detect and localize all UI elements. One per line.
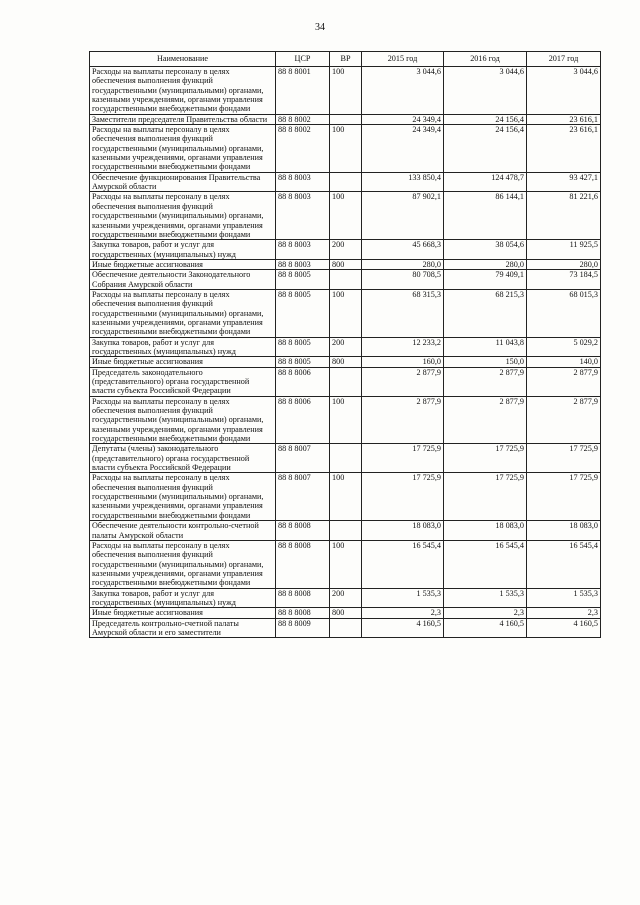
row-value-2017: 17 725,9 — [527, 473, 601, 521]
row-vr — [330, 444, 362, 473]
row-name: Расходы на выплаты персоналу в целях обеспечения выполнения функций государственными (муниципальными) органами, казенными учреждениями, органами управления государственными внебюджетными фондами — [90, 540, 276, 588]
row-name: Расходы на выплаты персоналу в целях обеспечения выполнения функций государственными (муниципальными) органами, казенными учреждениями, органами управления государственными внебюджетными фондами — [90, 192, 276, 240]
row-code: 88 8 8005 — [276, 337, 330, 357]
row-value-2015: 80 708,5 — [362, 270, 444, 290]
row-value-2015: 87 902,1 — [362, 192, 444, 240]
row-name: Обеспечение деятельности Законодательного Собрания Амурской области — [90, 270, 276, 290]
row-value-2015: 17 725,9 — [362, 473, 444, 521]
row-vr: 800 — [330, 357, 362, 367]
row-value-2017: 81 221,6 — [527, 192, 601, 240]
row-value-2017: 11 925,5 — [527, 240, 601, 260]
row-vr: 100 — [330, 289, 362, 337]
table-row — [90, 192, 601, 240]
row-code: 88 8 8008 — [276, 540, 330, 588]
row-value-2015: 2,3 — [362, 608, 444, 618]
row-code: 88 8 8006 — [276, 396, 330, 444]
table-row — [90, 270, 601, 290]
budget-table — [89, 51, 601, 638]
row-name: Председатель контрольно-счетной палаты Амурской области и его заместители — [90, 618, 276, 638]
row-value-2015: 133 850,4 — [362, 172, 444, 192]
row-vr: 800 — [330, 608, 362, 618]
row-value-2017: 93 427,1 — [527, 172, 601, 192]
row-name: Закупка товаров, работ и услуг для государственных (муниципальных) нужд — [90, 337, 276, 357]
header-name: Наименование — [90, 52, 276, 67]
row-vr: 200 — [330, 588, 362, 608]
row-name: Расходы на выплаты персоналу в целях обеспечения выполнения функций государственными (муниципальными) органами, казенными учреждениями, органами управления государственными внебюджетными фондами — [90, 473, 276, 521]
row-vr: 100 — [330, 473, 362, 521]
row-value-2015: 24 349,4 — [362, 114, 444, 124]
header-2017: 2017 год — [527, 52, 601, 67]
table-row — [90, 172, 601, 192]
row-vr: 100 — [330, 396, 362, 444]
row-code: 88 8 8009 — [276, 618, 330, 638]
row-code: 88 8 8003 — [276, 172, 330, 192]
row-name: Заместители председателя Правительства области — [90, 114, 276, 124]
table-row — [90, 540, 601, 588]
row-code: 88 8 8008 — [276, 588, 330, 608]
row-value-2015: 4 160,5 — [362, 618, 444, 638]
table-row — [90, 618, 601, 638]
row-value-2016: 68 215,3 — [444, 289, 527, 337]
row-vr: 200 — [330, 240, 362, 260]
row-value-2017: 17 725,9 — [527, 444, 601, 473]
row-code: 88 8 8005 — [276, 289, 330, 337]
row-value-2016: 86 144,1 — [444, 192, 527, 240]
row-code: 88 8 8008 — [276, 521, 330, 541]
row-value-2017: 23 616,1 — [527, 114, 601, 124]
table-header-row — [90, 52, 601, 67]
row-value-2016: 2,3 — [444, 608, 527, 618]
row-value-2016: 3 044,6 — [444, 67, 527, 115]
row-value-2017: 16 545,4 — [527, 540, 601, 588]
row-name: Закупка товаров, работ и услуг для государственных (муниципальных) нужд — [90, 588, 276, 608]
table-row — [90, 289, 601, 337]
row-value-2015: 68 315,3 — [362, 289, 444, 337]
row-name: Обеспечение функционирования Правительства Амурской области — [90, 172, 276, 192]
row-vr — [330, 521, 362, 541]
row-vr — [330, 270, 362, 290]
row-code: 88 8 8005 — [276, 270, 330, 290]
row-value-2016: 24 156,4 — [444, 114, 527, 124]
row-value-2017: 4 160,5 — [527, 618, 601, 638]
header-2016: 2016 год — [444, 52, 527, 67]
row-value-2017: 5 029,2 — [527, 337, 601, 357]
row-value-2015: 3 044,6 — [362, 67, 444, 115]
header-2015: 2015 год — [362, 52, 444, 67]
row-value-2016: 17 725,9 — [444, 473, 527, 521]
table-row — [90, 240, 601, 260]
table-row — [90, 337, 601, 357]
table-row — [90, 521, 601, 541]
row-code: 88 8 8007 — [276, 444, 330, 473]
row-value-2015: 2 877,9 — [362, 396, 444, 444]
table-row — [90, 125, 601, 173]
row-value-2015: 18 083,0 — [362, 521, 444, 541]
table-row — [90, 114, 601, 124]
row-value-2015: 2 877,9 — [362, 367, 444, 396]
table-row — [90, 444, 601, 473]
row-value-2015: 24 349,4 — [362, 125, 444, 173]
row-value-2017: 3 044,6 — [527, 67, 601, 115]
row-value-2016: 11 043,8 — [444, 337, 527, 357]
row-code: 88 8 8002 — [276, 114, 330, 124]
row-value-2015: 1 535,3 — [362, 588, 444, 608]
table-row — [90, 473, 601, 521]
table-row — [90, 367, 601, 396]
row-value-2017: 73 184,5 — [527, 270, 601, 290]
row-code: 88 8 8003 — [276, 192, 330, 240]
row-name: Расходы на выплаты персоналу в целях обеспечения выполнения функций государственными (муниципальными) органами, казенными учреждениями, органами управления государственными внебюджетными фондами — [90, 289, 276, 337]
row-code: 88 8 8002 — [276, 125, 330, 173]
row-code: 88 8 8001 — [276, 67, 330, 115]
row-vr — [330, 367, 362, 396]
row-vr: 800 — [330, 259, 362, 269]
row-value-2016: 280,0 — [444, 259, 527, 269]
row-vr: 100 — [330, 125, 362, 173]
row-value-2017: 140,0 — [527, 357, 601, 367]
row-value-2017: 68 015,3 — [527, 289, 601, 337]
row-value-2017: 18 083,0 — [527, 521, 601, 541]
row-value-2016: 1 535,3 — [444, 588, 527, 608]
row-vr — [330, 618, 362, 638]
header-csr: ЦСР — [276, 52, 330, 67]
row-name: Иные бюджетные ассигнования — [90, 608, 276, 618]
row-value-2016: 79 409,1 — [444, 270, 527, 290]
row-name: Расходы на выплаты персоналу в целях обеспечения выполнения функций государственными (муниципальными) органами, казенными учреждениями, органами управления государственными внебюджетными фондами — [90, 67, 276, 115]
row-value-2017: 2,3 — [527, 608, 601, 618]
row-value-2016: 17 725,9 — [444, 444, 527, 473]
row-value-2017: 1 535,3 — [527, 588, 601, 608]
row-value-2016: 38 054,6 — [444, 240, 527, 260]
row-vr: 100 — [330, 540, 362, 588]
row-code: 88 8 8006 — [276, 367, 330, 396]
row-value-2016: 16 545,4 — [444, 540, 527, 588]
row-name: Депутаты (члены) законодательного (представительного) органа государственной власти субъекта Российской Федерации — [90, 444, 276, 473]
row-value-2016: 2 877,9 — [444, 367, 527, 396]
table-row — [90, 396, 601, 444]
row-value-2015: 160,0 — [362, 357, 444, 367]
row-value-2016: 124 478,7 — [444, 172, 527, 192]
row-value-2015: 45 668,3 — [362, 240, 444, 260]
row-name: Иные бюджетные ассигнования — [90, 259, 276, 269]
row-code: 88 8 8008 — [276, 608, 330, 618]
row-value-2017: 280,0 — [527, 259, 601, 269]
row-code: 88 8 8003 — [276, 259, 330, 269]
row-value-2015: 16 545,4 — [362, 540, 444, 588]
row-value-2017: 2 877,9 — [527, 367, 601, 396]
table-body — [90, 67, 601, 638]
row-value-2017: 23 616,1 — [527, 125, 601, 173]
row-value-2015: 12 233,2 — [362, 337, 444, 357]
row-name: Председатель законодательного (представительного) органа государственной власти субъекта Российской Федерации — [90, 367, 276, 396]
page-number: 34 — [315, 22, 325, 33]
row-value-2017: 2 877,9 — [527, 396, 601, 444]
row-name: Иные бюджетные ассигнования — [90, 357, 276, 367]
row-vr: 200 — [330, 337, 362, 357]
row-name: Закупка товаров, работ и услуг для государственных (муниципальных) нужд — [90, 240, 276, 260]
header-vr: ВР — [330, 52, 362, 67]
row-value-2016: 18 083,0 — [444, 521, 527, 541]
row-vr: 100 — [330, 192, 362, 240]
row-name: Расходы на выплаты персоналу в целях обеспечения выполнения функций государственными (муниципальными) органами, казенными учреждениями, органами управления государственными внебюджетными фондами — [90, 125, 276, 173]
row-code: 88 8 8005 — [276, 357, 330, 367]
table-row — [90, 588, 601, 608]
row-value-2016: 2 877,9 — [444, 396, 527, 444]
row-value-2015: 280,0 — [362, 259, 444, 269]
row-vr — [330, 114, 362, 124]
row-value-2016: 24 156,4 — [444, 125, 527, 173]
row-vr — [330, 172, 362, 192]
row-vr: 100 — [330, 67, 362, 115]
table-row — [90, 357, 601, 367]
row-name: Обеспечение деятельности контрольно-счетной палаты Амурской области — [90, 521, 276, 541]
table-row — [90, 608, 601, 618]
row-value-2016: 150,0 — [444, 357, 527, 367]
row-value-2016: 4 160,5 — [444, 618, 527, 638]
row-code: 88 8 8003 — [276, 240, 330, 260]
table-row — [90, 259, 601, 269]
row-code: 88 8 8007 — [276, 473, 330, 521]
row-name: Расходы на выплаты персоналу в целях обеспечения выполнения функций государственными (муниципальными) органами, казенными учреждениями, органами управления государственными внебюджетными фондами — [90, 396, 276, 444]
table-row — [90, 67, 601, 115]
row-value-2015: 17 725,9 — [362, 444, 444, 473]
